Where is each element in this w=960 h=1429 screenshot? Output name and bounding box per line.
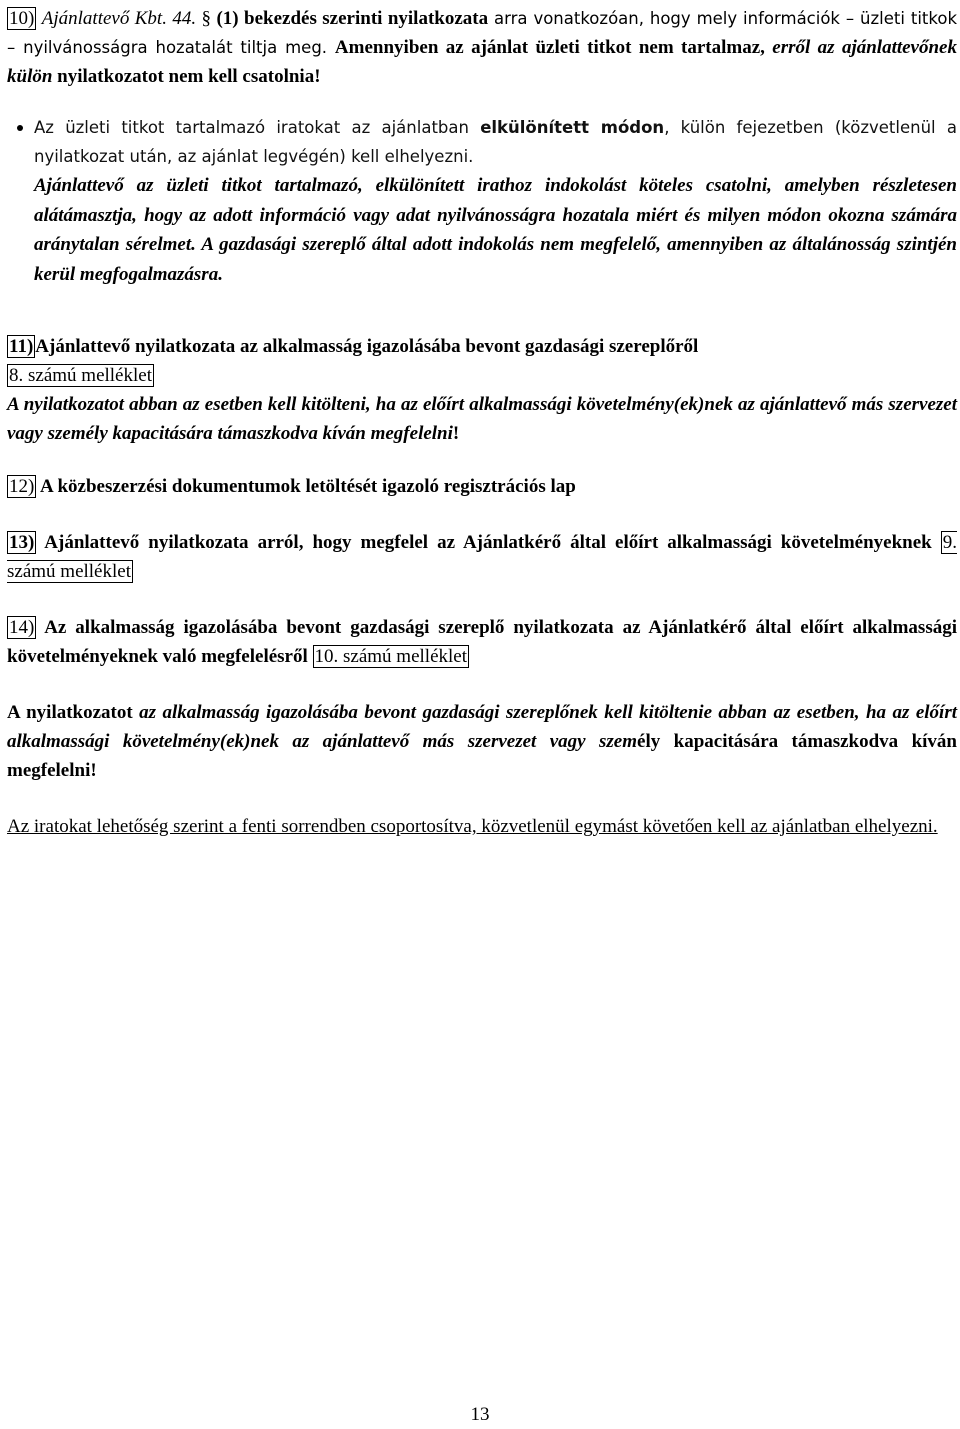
section-10 [7, 4, 957, 91]
section-10-title: Ajánlattevő Kbt. 44. [41, 8, 197, 29]
section-10-bold-end: nyilatkozatot nem kell csatolnia! [57, 66, 321, 87]
section-12-number: 12) [9, 476, 35, 497]
bullet-text [34, 113, 957, 171]
bullet-dot-icon [17, 125, 23, 131]
section-11-title: Ajánlattevő nyilatkozata az alkalmasság igazolásába bevont gazdasági szereplőről [35, 336, 699, 357]
section-14-note-italic: az alkalmasság igazolásába bevont gazdasági szereplőnek kell kitöltenie abban az esetben, ha az előírt alkalmassági követelmény(ek)nek az ajánlattevő más szervezet vagy szem [7, 702, 957, 752]
document-page [7, 4, 957, 841]
section-13-annex: 9. számú melléklet [7, 532, 957, 582]
paragraph-sign: § [201, 8, 212, 29]
justification-paragraph: Ajánlattevő az üzleti titkot tartalmazó, elkülönített irathoz indokolást köteles csatolni, amelyben részletesen alátámasztja, hogy az adott információ vagy adat nyilvánosságra hozatala miért és milyen módon okozna számára aránytalan sérelmet. A gazdasági szereplő által adott indokolás nem megfelelő, amennyiben az általánosság szintjén kerül megfogalmazásra. [34, 175, 957, 285]
section-10-number: 10) [9, 8, 35, 29]
section-11-note-end: ! [452, 423, 460, 444]
section-10-text: arra vonatkozóan, hogy mely információk – üzleti titkok – nyilvánosságra hozatalát tiltja meg. [7, 9, 958, 57]
section-13-number: 13) [9, 532, 35, 553]
section-14-annex: 10. számú melléklet [314, 646, 467, 667]
section-10-bold-italic-text: erről az ajánlattevőnek külön [7, 37, 957, 87]
page-number: 13 [470, 1404, 490, 1425]
section-14-note-start: A nyilatkozatot [7, 702, 140, 723]
section-14-note-end: ély kapacitására támaszkodva kíván megfelelni! [7, 731, 957, 781]
section-14-number: 14) [9, 617, 35, 638]
section-14-title: Az alkalmasság igazolásába bevont gazdasági szereplő nyilatkozata az Ajánlatkérő által előírt alkalmassági követelményeknek való megfelelésről [7, 617, 957, 667]
section-12-title: A közbeszerzési dokumentumok letöltését igazoló regisztrációs lap [36, 476, 576, 497]
bullet-text-end: , külön fejezetben (közvetlenül a nyilatkozat után, az ajánlat legvégén) kell elhelyezni. [34, 118, 957, 166]
section-11-note [7, 390, 957, 448]
section-12 [7, 472, 957, 501]
section-13 [7, 528, 957, 586]
section-14-note [7, 698, 957, 785]
section-10-bold-text: Amennyiben az ajánlat üzleti titkot nem tartalmaz, [334, 37, 765, 58]
bullet-text-start: Az üzleti titkot tartalmazó iratokat az ajánlatban [34, 118, 481, 137]
section-11-number: 11) [9, 336, 34, 357]
final-instruction: Az iratokat lehetőség szerint a fenti sorrendben csoportosítva, közvetlenül egymást követően kell az ajánlatban elhelyezni. [7, 816, 938, 837]
section-13-title: Ajánlattevő nyilatkozata arról, hogy megfelel az Ajánlatkérő által előírt alkalmassági követelményeknek [36, 532, 941, 553]
bullet-item [7, 113, 957, 171]
bullet-text-bold: elkülönített módon [480, 118, 665, 137]
section-11 [7, 332, 957, 448]
section-10-reference: (1) bekezdés szerinti nyilatkozata [216, 8, 489, 29]
section-11-note-text: A nyilatkozatot abban az esetben kell kitölteni, ha az előírt alkalmassági követelmény(ek)nek az ajánlattevő más szervezet vagy személy kapacitására támaszkodva kíván megfelelni [7, 394, 957, 444]
section-14 [7, 613, 957, 671]
section-11-heading [7, 332, 957, 361]
section-11-annex: 8. számú melléklet [9, 365, 152, 386]
